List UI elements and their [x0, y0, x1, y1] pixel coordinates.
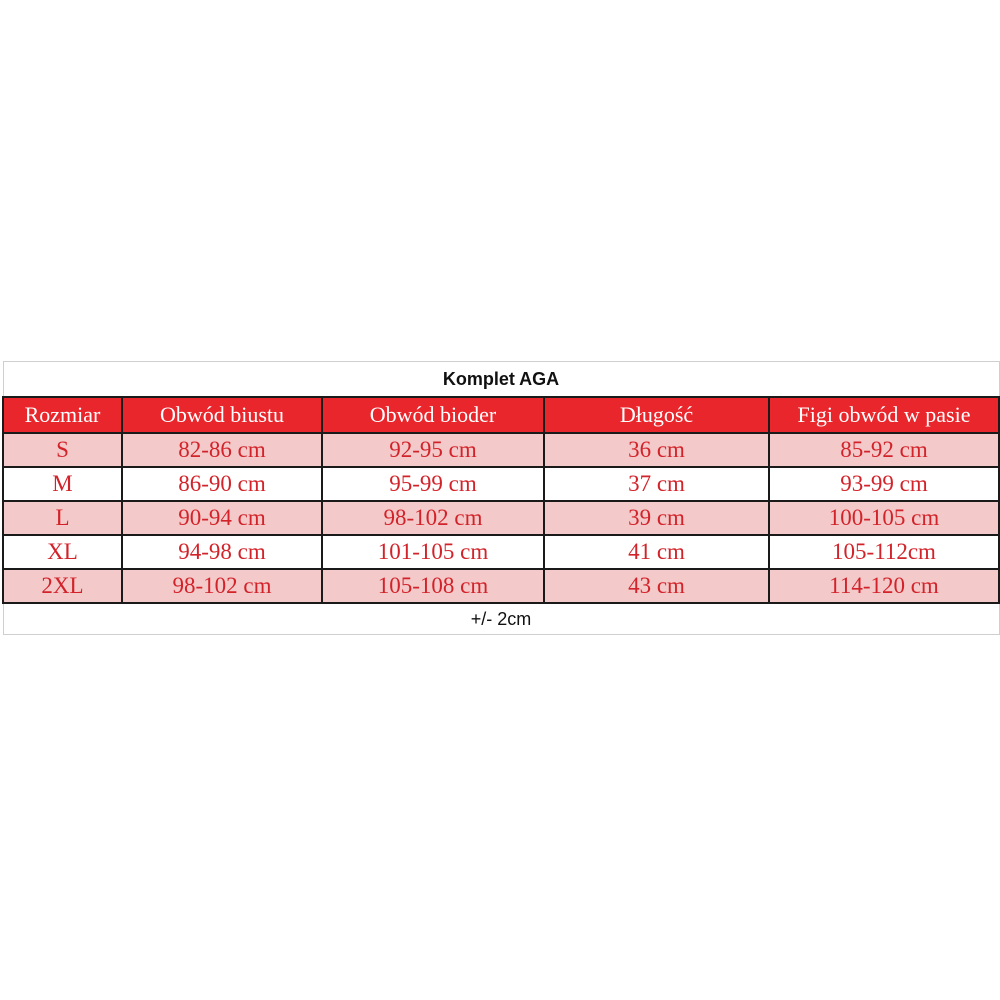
table-row	[3, 535, 999, 569]
cell-length: 37 cm	[544, 467, 769, 501]
column-header-size: Rozmiar	[3, 397, 122, 433]
cell-bust: 98-102 cm	[122, 569, 322, 603]
title-row	[3, 362, 999, 398]
column-header-hips: Obwód bioder	[322, 397, 544, 433]
table-row	[3, 467, 999, 501]
cell-bust: 86-90 cm	[122, 467, 322, 501]
note-row	[3, 603, 999, 635]
cell-briefs-waist: 85-92 cm	[769, 433, 999, 467]
cell-length: 43 cm	[544, 569, 769, 603]
cell-bust: 82-86 cm	[122, 433, 322, 467]
table-row	[3, 569, 999, 603]
cell-briefs-waist: 105-112cm	[769, 535, 999, 569]
column-header-briefs-waist: Figi obwód w pasie	[769, 397, 999, 433]
cell-briefs-waist: 114-120 cm	[769, 569, 999, 603]
cell-size: L	[3, 501, 122, 535]
tolerance-note: +/- 2cm	[3, 603, 999, 635]
table-title: Komplet AGA	[3, 362, 999, 398]
table-row	[3, 433, 999, 467]
cell-length: 41 cm	[544, 535, 769, 569]
table-row	[3, 501, 999, 535]
cell-hips: 92-95 cm	[322, 433, 544, 467]
cell-length: 39 cm	[544, 501, 769, 535]
cell-hips: 95-99 cm	[322, 467, 544, 501]
cell-size: S	[3, 433, 122, 467]
column-header-length: Długość	[544, 397, 769, 433]
cell-size: XL	[3, 535, 122, 569]
header-row	[3, 397, 999, 433]
cell-length: 36 cm	[544, 433, 769, 467]
cell-size: 2XL	[3, 569, 122, 603]
cell-hips: 98-102 cm	[322, 501, 544, 535]
cell-briefs-waist: 93-99 cm	[769, 467, 999, 501]
cell-hips: 101-105 cm	[322, 535, 544, 569]
cell-bust: 94-98 cm	[122, 535, 322, 569]
cell-hips: 105-108 cm	[322, 569, 544, 603]
cell-briefs-waist: 100-105 cm	[769, 501, 999, 535]
size-table	[2, 361, 1000, 635]
cell-size: M	[3, 467, 122, 501]
cell-bust: 90-94 cm	[122, 501, 322, 535]
column-header-bust: Obwód biustu	[122, 397, 322, 433]
